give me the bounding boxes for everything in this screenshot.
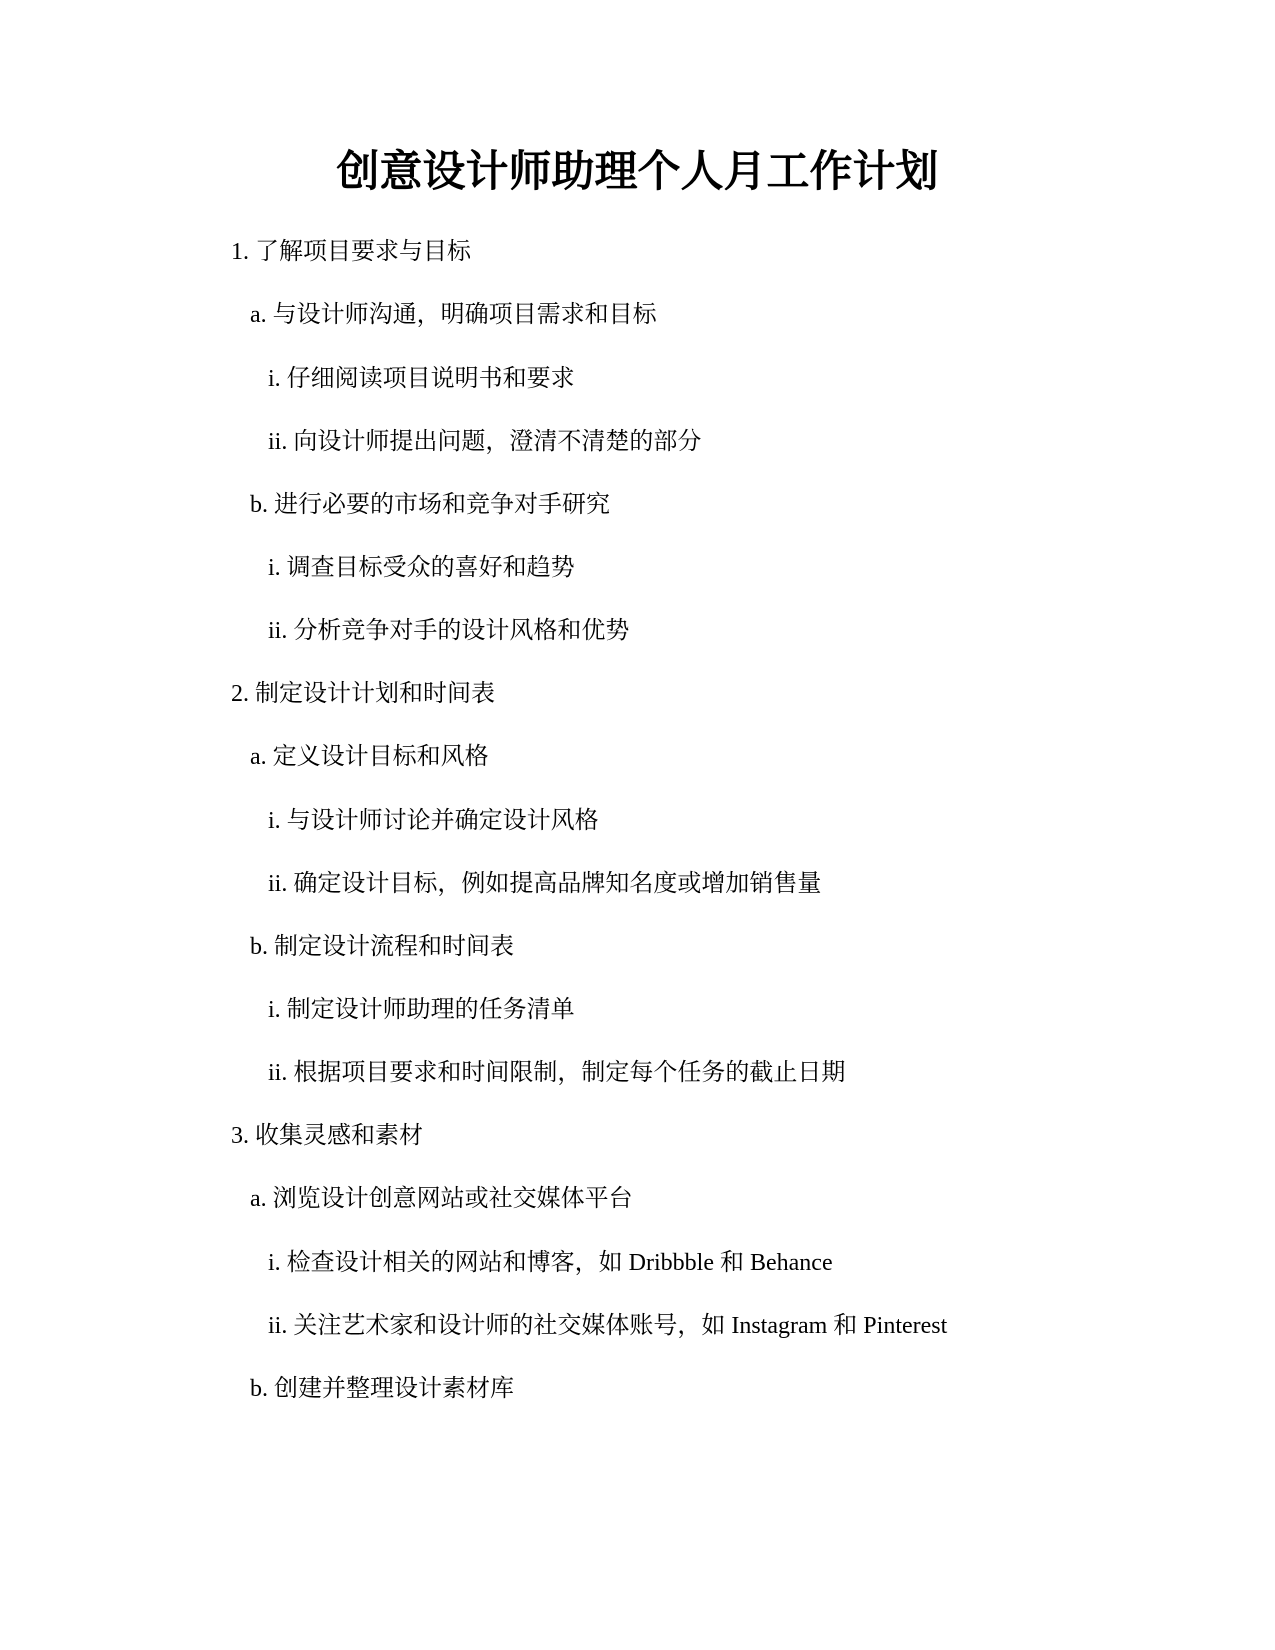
outline-item: ii. 确定设计目标，例如提高品牌知名度或增加销售量 bbox=[268, 871, 822, 897]
outline-item: 3. 收集灵感和素材 bbox=[231, 1123, 423, 1149]
outline-item: i. 仔细阅读项目说明书和要求 bbox=[268, 366, 575, 392]
outline-item: ii. 根据项目要求和时间限制，制定每个任务的截止日期 bbox=[268, 1060, 846, 1086]
outline-item: b. 创建并整理设计素材库 bbox=[250, 1376, 514, 1402]
outline-item: b. 制定设计流程和时间表 bbox=[250, 934, 514, 960]
page-title: 创意设计师助理个人月工作计划 bbox=[336, 147, 939, 197]
outline-item: 1. 了解项目要求与目标 bbox=[231, 239, 471, 265]
outline-item: ii. 向设计师提出问题，澄清不清楚的部分 bbox=[268, 429, 702, 455]
outline-item: i. 调查目标受众的喜好和趋势 bbox=[268, 555, 575, 581]
outline-item: i. 与设计师讨论并确定设计风格 bbox=[268, 808, 599, 834]
outline-item: ii. 关注艺术家和设计师的社交媒体账号，如 Instagram 和 Pinterest bbox=[268, 1313, 948, 1339]
outline-item: a. 浏览设计创意网站或社交媒体平台 bbox=[250, 1186, 633, 1212]
outline-item: a. 与设计师沟通，明确项目需求和目标 bbox=[250, 302, 657, 328]
outline-item: i. 制定设计师助理的任务清单 bbox=[268, 997, 575, 1023]
outline-item: i. 检查设计相关的网站和博客，如 Dribbble 和 Behance bbox=[268, 1250, 833, 1276]
outline-item: a. 定义设计目标和风格 bbox=[250, 744, 489, 770]
outline-item: ii. 分析竞争对手的设计风格和优势 bbox=[268, 618, 630, 644]
outline-item: b. 进行必要的市场和竞争对手研究 bbox=[250, 492, 610, 518]
outline-item: 2. 制定设计计划和时间表 bbox=[231, 681, 495, 707]
